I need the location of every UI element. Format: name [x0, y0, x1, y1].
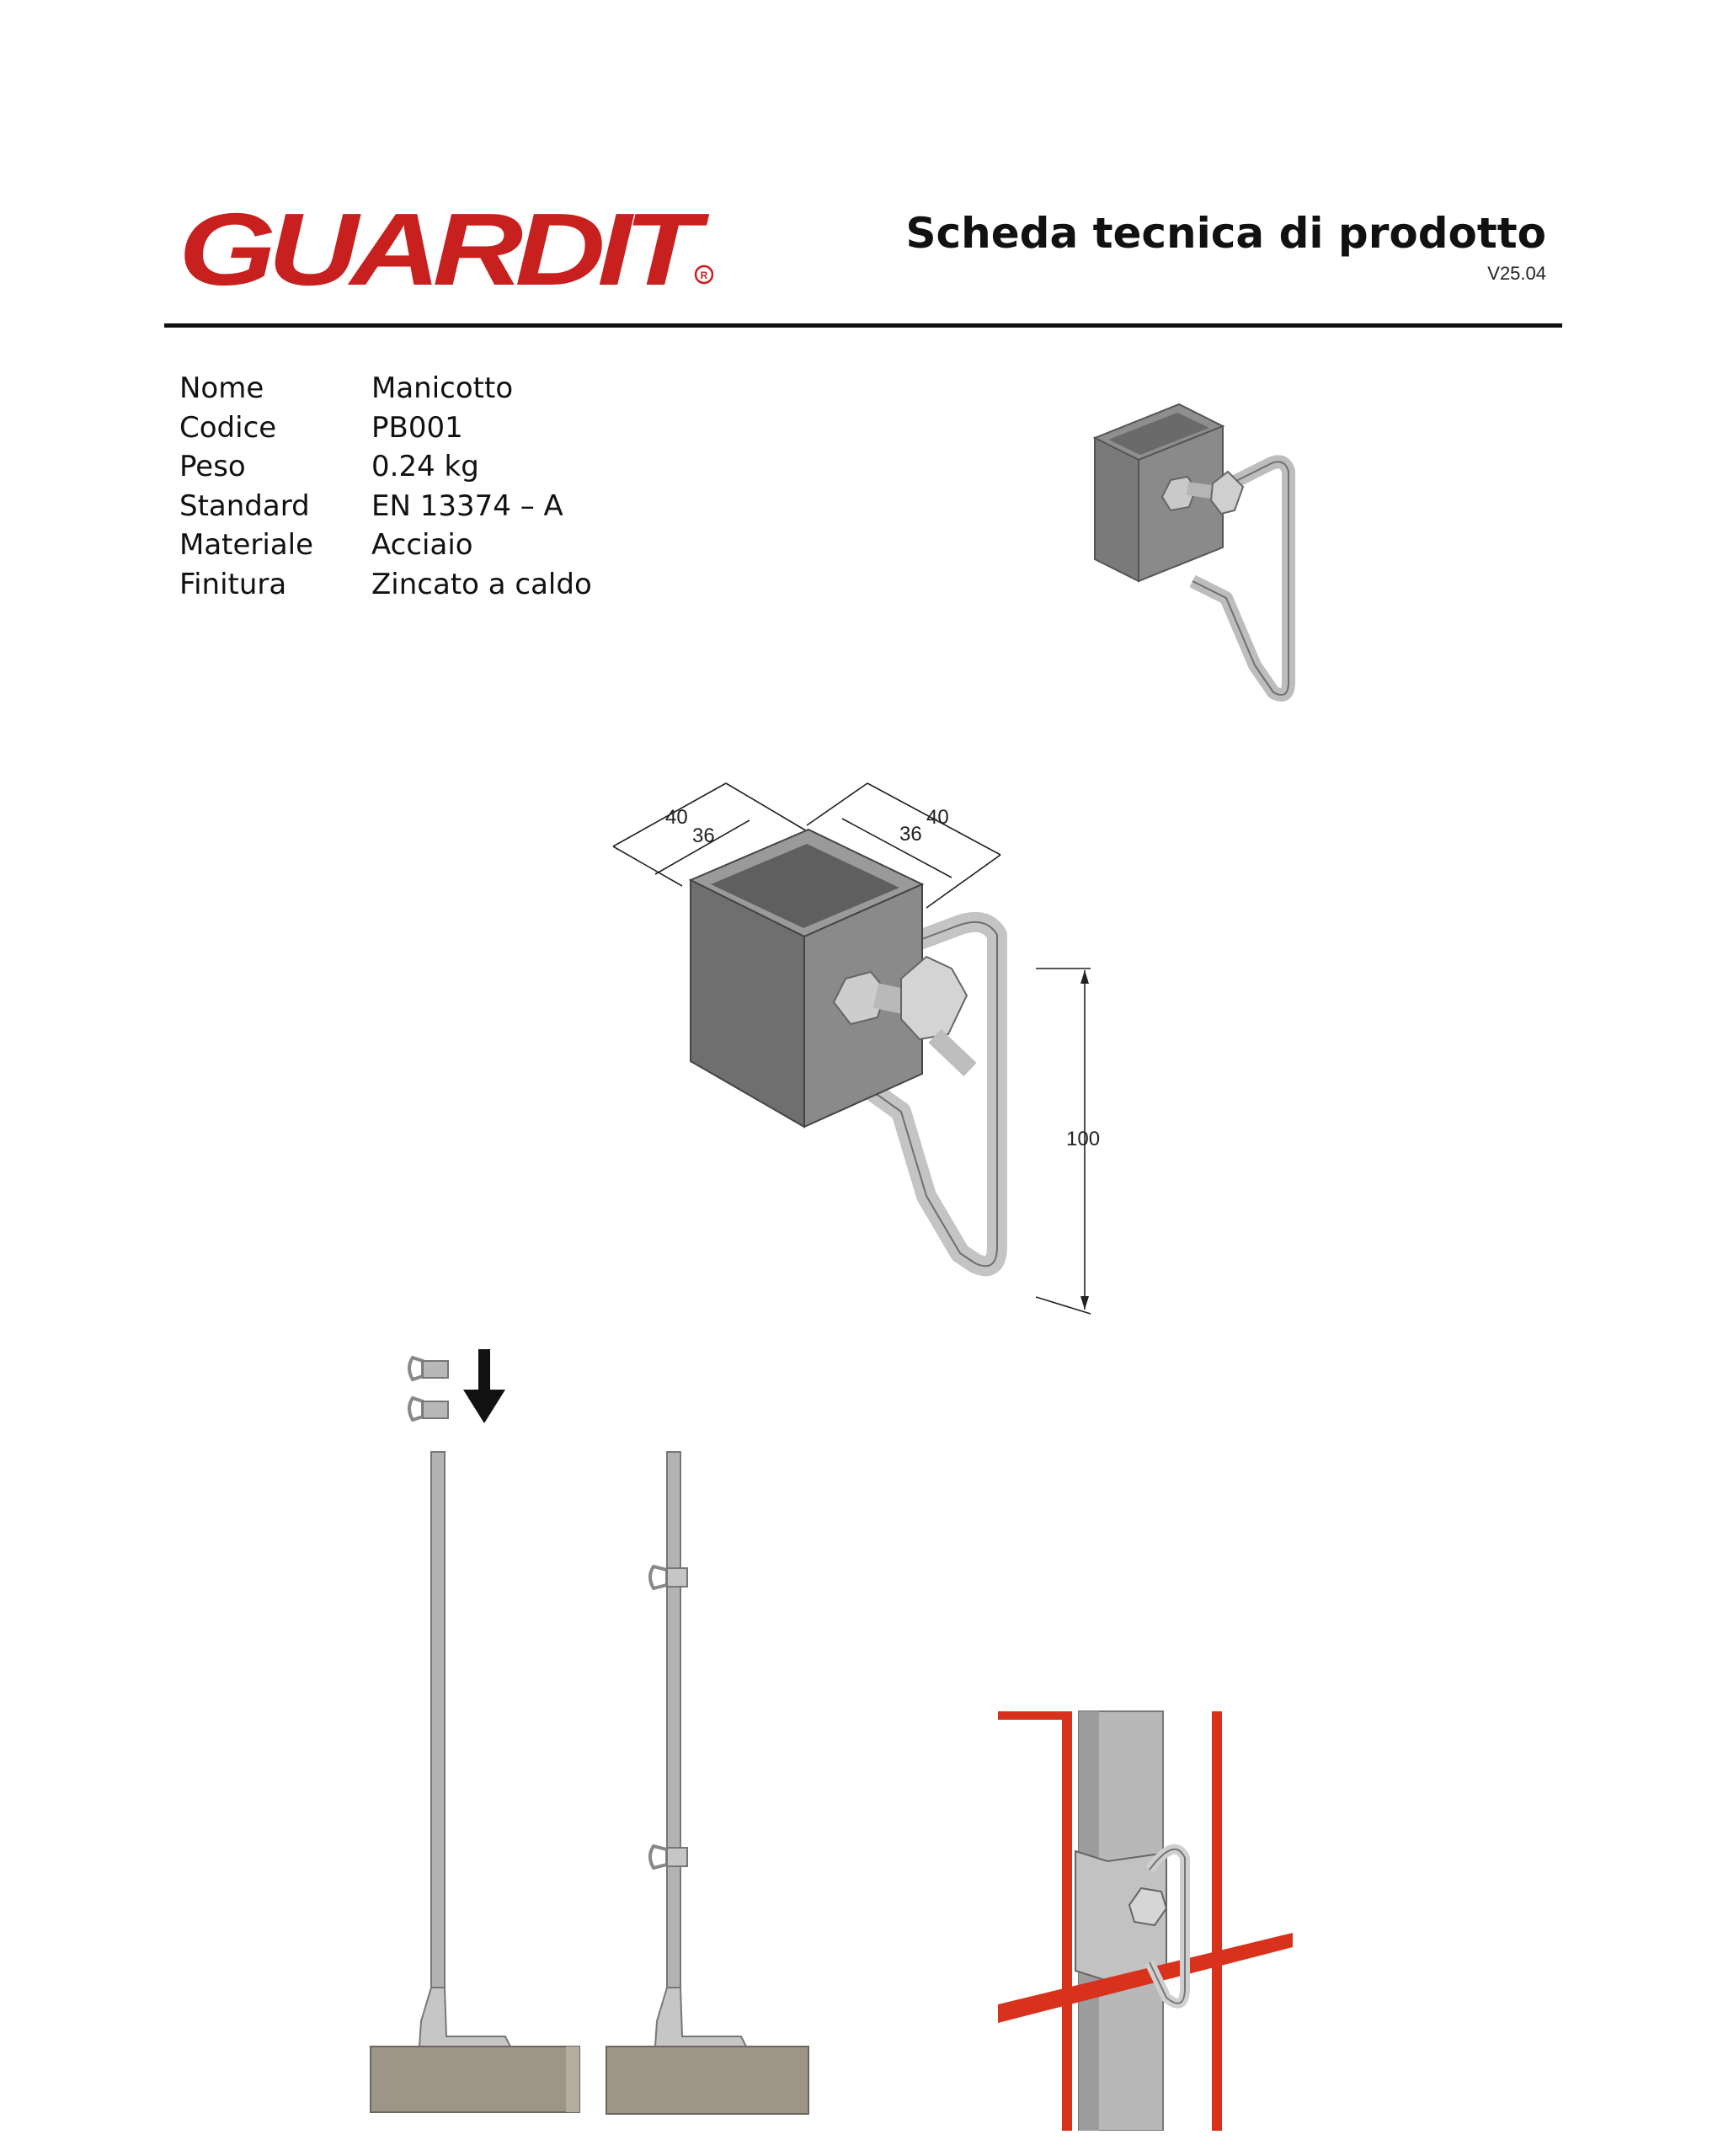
guardit-logo	[177, 195, 716, 296]
spec-value: Manicotto	[371, 371, 514, 405]
spec-table	[179, 369, 592, 604]
svg-text:GUARDIT: GUARDIT	[179, 195, 711, 296]
product-image-small	[1078, 387, 1364, 707]
detail-clamp-on-post	[998, 1710, 1301, 2131]
dimensioned-drawing	[590, 758, 1179, 1348]
dim-inner-right: 36	[899, 823, 922, 846]
svg-text:R: R	[700, 270, 708, 281]
spec-row-code	[179, 408, 592, 448]
clamp-icon	[409, 1358, 448, 1380]
spec-label: Peso	[179, 450, 246, 483]
version-label: V25.04	[1487, 263, 1546, 284]
spec-row-material	[179, 526, 592, 565]
header-divider	[164, 323, 1562, 328]
page-title: Scheda tecnica di prodotto	[905, 209, 1546, 258]
spec-value: PB001	[371, 410, 463, 445]
spec-row-name	[179, 369, 592, 408]
spec-label: Nome	[179, 371, 264, 405]
dim-inner-left: 36	[692, 825, 715, 847]
spec-label: Finitura	[179, 567, 287, 601]
spec-label: Codice	[179, 410, 277, 445]
arrow-down-icon	[463, 1349, 505, 1423]
installation-diagram	[354, 1348, 859, 2131]
spec-row-finish	[179, 565, 592, 605]
dim-outer-left: 40	[665, 806, 688, 829]
clamp-icon	[409, 1398, 448, 1420]
clamp-icon	[650, 1566, 687, 1588]
spec-value: Zincato a caldo	[371, 567, 592, 601]
spec-row-standard	[179, 487, 592, 526]
spec-label: Standard	[179, 488, 310, 523]
spec-row-weight	[179, 447, 592, 487]
dim-outer-right: 40	[926, 806, 949, 829]
spec-value: 0.24 kg	[371, 450, 479, 483]
spec-label: Materiale	[179, 528, 314, 562]
dim-height: 100	[1066, 1128, 1101, 1150]
clamp-icon	[650, 1846, 687, 1868]
spec-value: EN 13374 – A	[371, 488, 563, 523]
spec-value: Acciaio	[371, 528, 473, 562]
